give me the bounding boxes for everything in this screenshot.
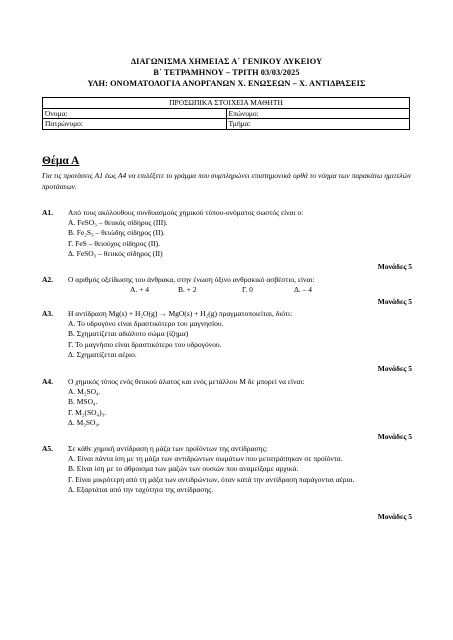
option-d: Δ. Σχηματίζεται αέριο. [68, 349, 137, 359]
question-number-a1: Α1. [42, 208, 54, 217]
option-c: Γ. M₂(SO₄)₃. [68, 407, 107, 417]
section-title: Θέμα Α [42, 155, 80, 167]
option-a: Α. + 4 [130, 285, 150, 295]
exam-title: ΔΙΑΓΩΝΙΣΜΑ ΧΗΜΕΙΑΣ Α΄ ΓΕΝΙΚΟΥ ΛΥΚΕΙΟΥ [130, 57, 323, 66]
question-a3 [68, 309, 414, 360]
marks-a5: Μονάδες 5 [377, 512, 412, 521]
question-number-a4: Α4. [42, 377, 54, 386]
student-info-table [42, 97, 410, 130]
exam-date: Β΄ ΤΕΤΡΑΜΗΝΟΥ – ΤΡΙΤΗ 03/03/2025 [153, 68, 300, 77]
name-field[interactable]: Όνομα: [43, 108, 227, 119]
option-a: Α. FeSO₃ – θειικός σίδηρος (ΙΙΙ). [68, 218, 168, 228]
question-text: Από τους ακόλουθους συνδυασμούς χημικού τύπου-ονόματος σωστός είναι ο: [68, 208, 304, 217]
option-b: Β. MSO₄. [68, 397, 98, 407]
option-b: Β. Είναι ίση με το άθροισμα των μαζών των ουσιών που αναμείξαμε αρχικά. [68, 464, 299, 474]
question-a5 [68, 444, 414, 495]
question-text: Η αντίδραση Mg(s) + H₂O(g) → MgO(s) + H₂(g) πραγματοποιείται, διότι: [68, 309, 293, 318]
option-d: Δ. FeSO₃ – θειικός σίδηρος (ΙΙ) [68, 248, 163, 258]
section-instructions: Για τις προτάσεις Α1 έως Α4 να επιλέξετε το γράμμα που συμπληρώνει επιστημονικά ορθά το νόημα των παρακάτω ημιτελών προτάσεων. [42, 171, 412, 191]
exam-syllabus: ΥΛΗ: ΟΝΟΜΑΤΟΛΟΓΙΑ ΑΝΟΡΓΑΝΩΝ Χ. ΕΝΩΣΕΩΝ – Χ. ΑΝΤΙΔΡΑΣΕΙΣ [87, 79, 366, 88]
question-a4 [68, 377, 414, 428]
question-text: Ο αριθμός οξείδωσης του άνθρακα, στην ένωση όξινο ανθρακικό ασβέστιο, είναι: [68, 275, 315, 284]
question-number-a5: Α5. [42, 444, 54, 453]
question-text: Σε κάθε χημική αντίδραση η μάζα των προϊόντων της αντίδρασης: [68, 444, 268, 453]
option-c: Γ. Το μαγνήσιο είναι δραστικότερο του υδρογόνου. [68, 339, 222, 349]
section-field[interactable]: Τμήμα: [226, 119, 410, 130]
option-d: Δ. – 4 [294, 285, 312, 295]
marks-a2: Μονάδες 5 [377, 297, 412, 306]
question-a1 [68, 208, 414, 259]
option-b: Β. Σχηματίζεται αδιάλυτο σώμα (ίζημα) [68, 329, 189, 339]
option-a: Α. Είναι πάντα ίση με τη μάζα των αντιδρώντων σωμάτων που μετατράπηκαν σε προϊόντα. [68, 454, 343, 464]
question-text: Ο χημικός τύπος ενός θειικού άλατος και ενός μετάλλου Μ δε μπορεί να είναι: [68, 377, 305, 386]
question-number-a2: Α2. [42, 275, 54, 284]
marks-a3: Μονάδες 5 [377, 364, 412, 373]
option-b: Β. Fe₂S₃ – θειώδης σίδηρος (ΙΙ). [68, 228, 165, 238]
student-info-title: ΠΡΟΣΩΠΙΚΑ ΣΤΟΙΧΕΙΑ ΜΑΘΗΤΗ [43, 98, 410, 109]
option-d: Δ. M₃SO₄. [68, 417, 100, 427]
option-c: Γ. FeS – θειούχος σίδηρος (ΙΙ). [68, 238, 161, 248]
inline-options [68, 285, 414, 295]
option-b: Β. + 2 [178, 285, 197, 295]
question-number-a3: Α3. [42, 309, 54, 318]
option-a: Α. M₂SO₄. [68, 387, 101, 397]
option-a: Α. Το υδρογόνο είναι δραστικότερο του μαγνησίου. [68, 319, 224, 329]
surname-field[interactable]: Επώνυμο: [226, 108, 410, 119]
marks-a4: Μονάδες 5 [377, 432, 412, 441]
option-d: Δ. Εξαρτάται από την ταχύτητα της αντίδρασης. [68, 484, 214, 494]
father-name-field[interactable]: Πατρώνυμο: [43, 119, 227, 130]
marks-a1: Μονάδες 5 [377, 262, 412, 271]
option-c: Γ. 0 [242, 285, 253, 295]
question-a2 [68, 275, 414, 295]
option-c: Γ. Είναι μικρότερη από τη μάζα των αντιδρώντων, όταν κατά την αντίδραση παράγονται αέρια. [68, 474, 355, 484]
